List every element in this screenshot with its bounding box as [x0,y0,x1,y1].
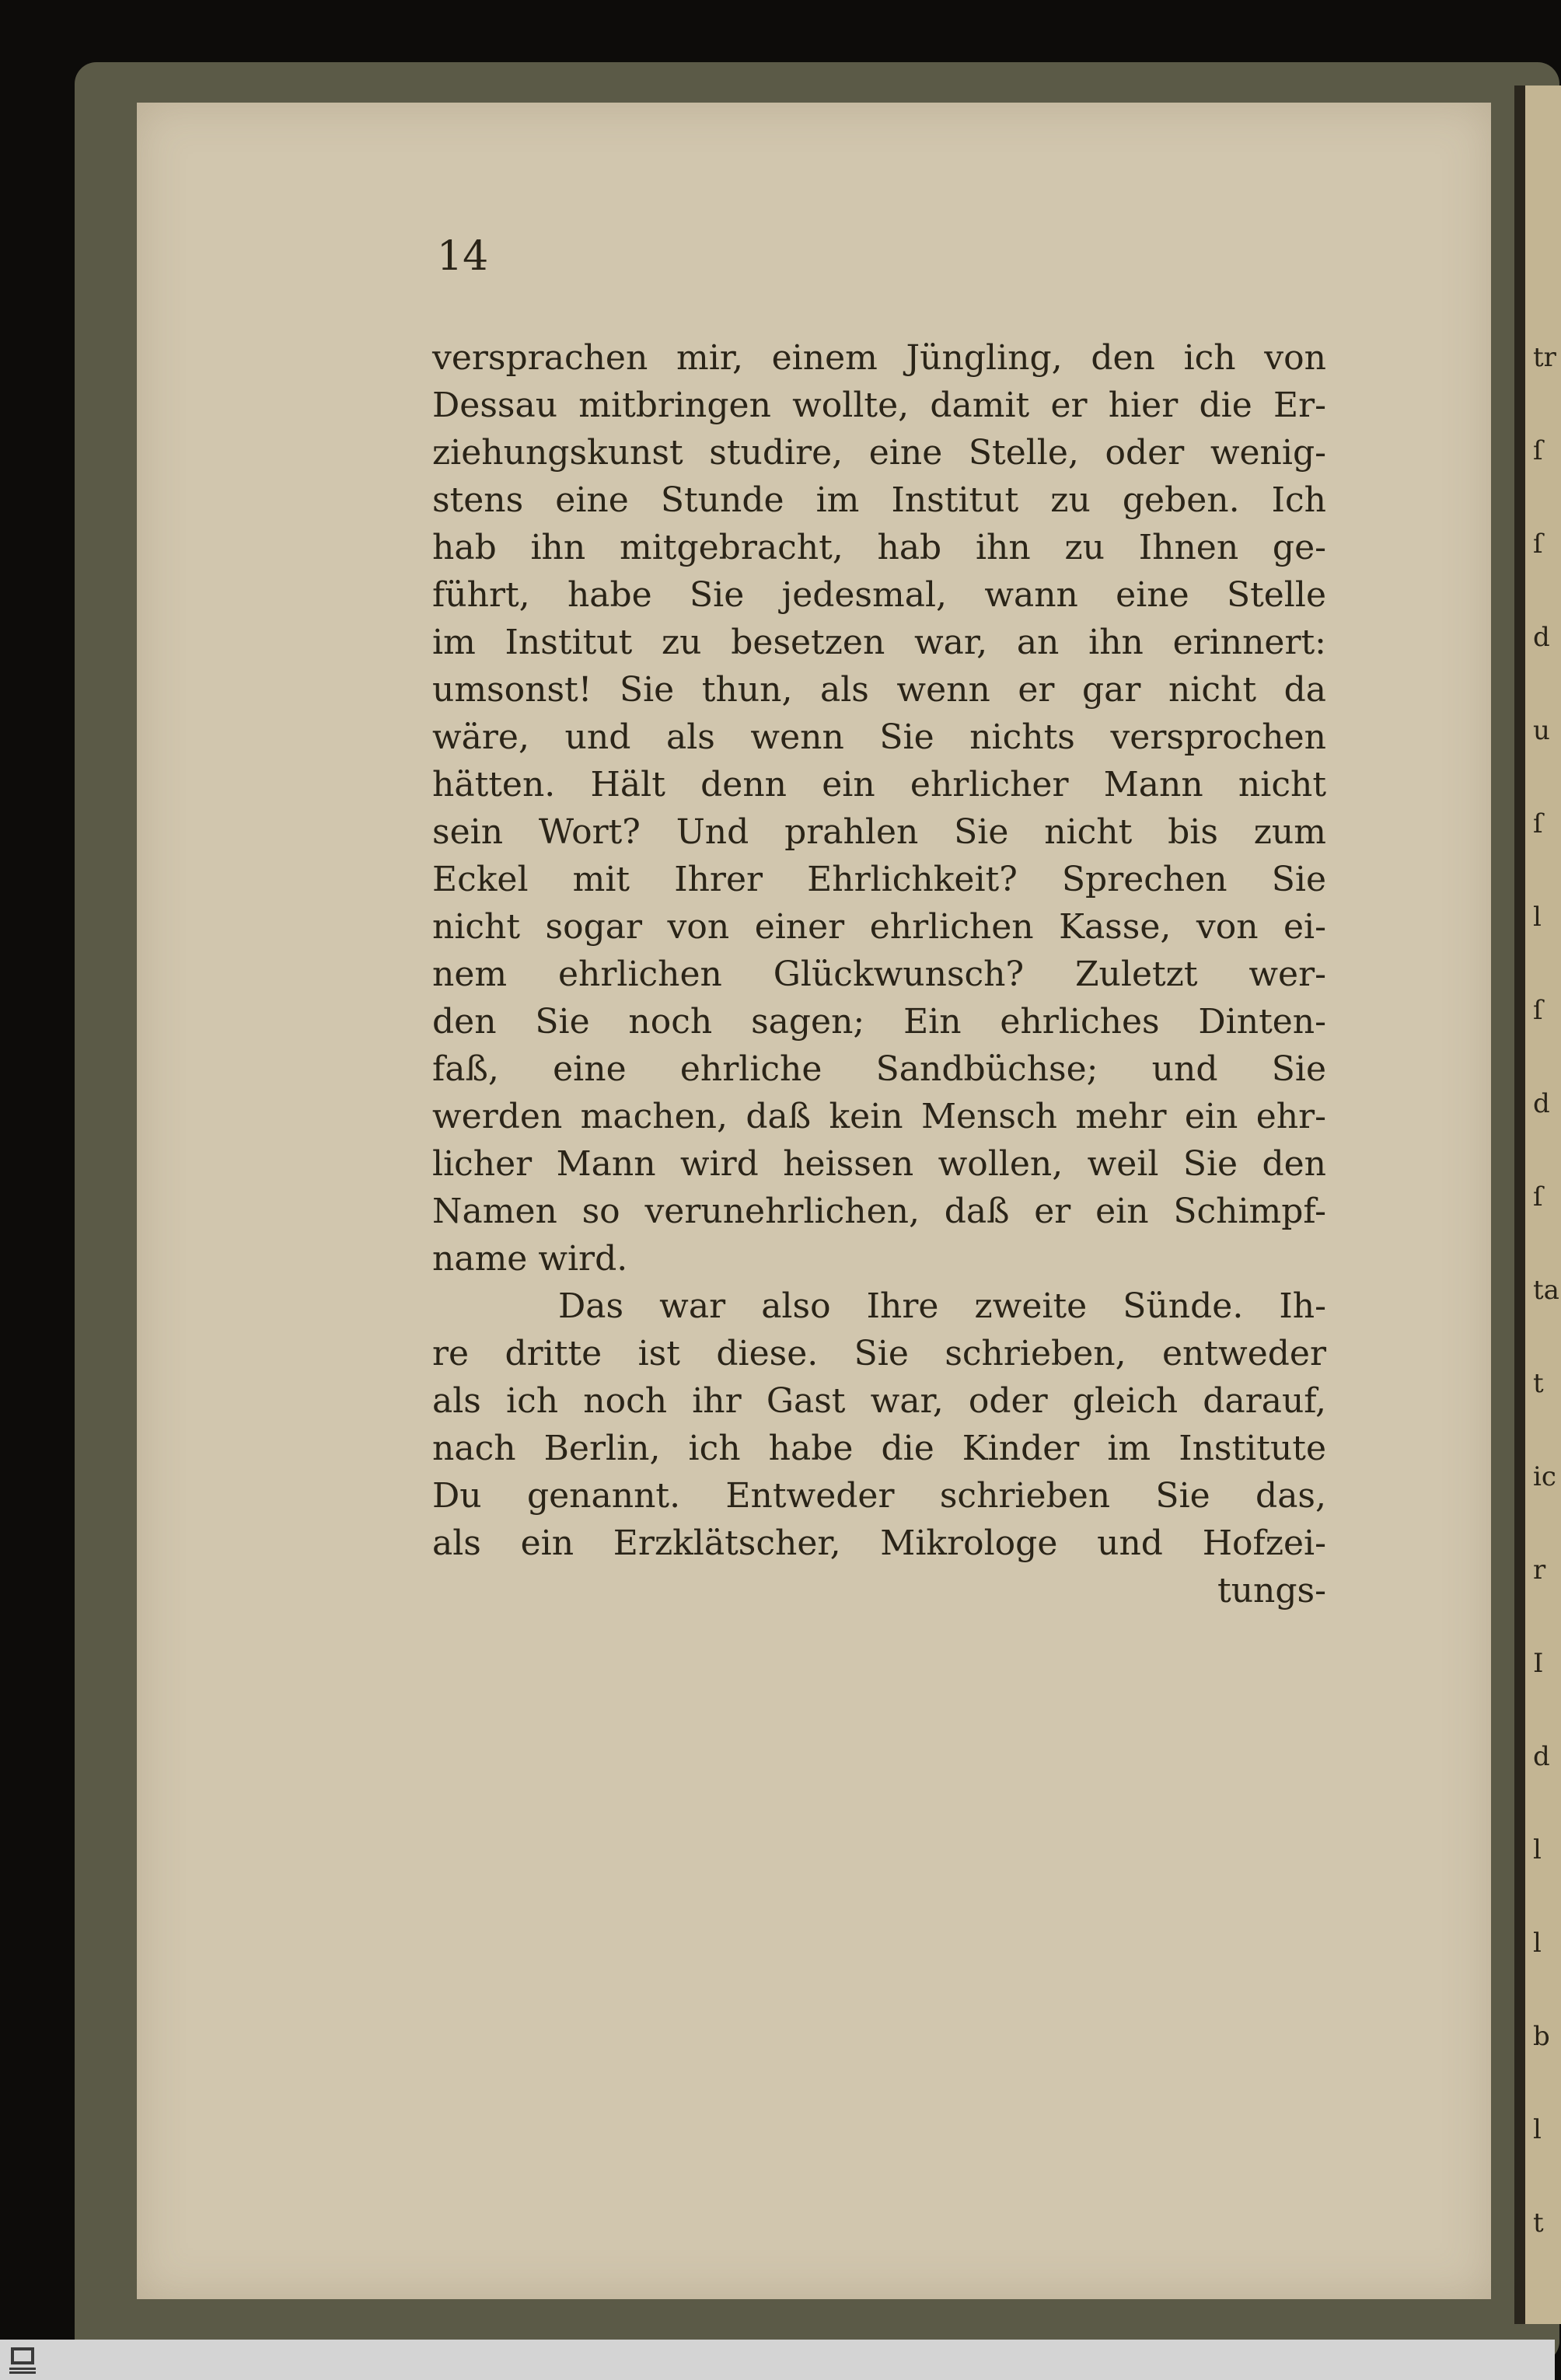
text-line: nem ehrlichen Glückwunsch? Zuletzt wer- [432,954,1326,994]
adjacent-page-fragment: l [1533,1928,1542,1959]
text-line: Du genannt. Entweder schrieben Sie das, [432,1476,1326,1516]
adjacent-page-fragment: d [1533,1741,1550,1772]
text-line: nicht sogar von einer ehrlichen Kasse, von ei- [432,907,1326,947]
text-line: Das war also Ihre zweite Sünde. Ih- [558,1286,1326,1326]
text-line: licher Mann wird heissen wollen, weil Sie den [432,1144,1326,1184]
text-line: re dritte ist diese. Sie schrieben, entweder [432,1334,1326,1373]
adjacent-page-fragment: t [1533,2207,1544,2239]
text-line: nach Berlin, ich habe die Kinder im Institute [432,1429,1326,1468]
adjacent-page-fragment: l [1533,2114,1542,2145]
text-line: ziehungskunst studire, eine Stelle, oder wenig- [432,433,1326,473]
text-line: Dessau mitbringen wollte, damit er hier die Er- [432,386,1326,425]
text-line: den Sie noch sagen; Ein ehrliches Dinten- [432,1002,1326,1042]
adjacent-page-fragment: ſ [1533,995,1543,1026]
page-number: 14 [437,233,489,280]
adjacent-page-fragment: t [1533,1368,1544,1399]
text-line: als ein Erzklätscher, Mikrologe und Hofzei- [432,1523,1326,1563]
text-line: faß, eine ehrliche Sandbüchse; und Sie [432,1049,1326,1089]
adjacent-page-fragment: I [1533,1648,1544,1679]
adjacent-page-fragment: tr [1533,342,1556,373]
text-line: Eckel mit Ihrer Ehrlichkeit? Sprechen Sie [432,860,1326,899]
adjacent-page-fragment: ta [1533,1275,1559,1306]
adjacent-page-fragment: l [1533,902,1542,933]
text-line: Namen so verunehrlichen, daß er ein Schimpf- [432,1192,1326,1231]
adjacent-page-text-fragments [1533,311,1559,2270]
adjacent-page-fragment: d [1533,1088,1550,1119]
text-line: als ich noch ihr Gast war, oder gleich darauf, [432,1381,1326,1421]
adjacent-page-fragment: u [1533,715,1550,746]
text-line: versprachen mir, einem Jüngling, den ich von [432,338,1326,378]
text-line: wäre, und als wenn Sie nichts versprochen [432,717,1326,757]
text-line: name wird. [432,1239,628,1279]
adjacent-page-fragment: l [1533,1834,1542,1865]
adjacent-page-fragment: ſ [1533,808,1543,839]
body-text [432,334,1326,1614]
text-line: stens eine Stunde im Institut zu geben. Ich [432,480,1326,520]
gutter-shadow [1514,85,1525,2324]
adjacent-page-fragment: ſ [1533,435,1543,466]
text-line: im Institut zu besetzen war, an ihn erinnert: [432,623,1326,662]
text-line: hab ihn mitgebracht, hab ihn zu Ihnen ge- [432,528,1326,567]
text-line: umsonst! Sie thun, als wenn er gar nicht da [432,670,1326,710]
catchword: tungs- [1217,1571,1326,1611]
text-line: werden machen, daß kein Mensch mehr ein ehr- [432,1097,1326,1136]
adjacent-page-fragment: ſ [1533,529,1543,560]
adjacent-page-fragment: ſ [1533,1181,1543,1213]
library-logo-icon [6,2344,39,2377]
adjacent-page-fragment: ic [1533,1461,1556,1492]
text-line: sein Wort? Und prahlen Sie nicht bis zum [432,812,1326,852]
adjacent-page-fragment: r [1533,1555,1546,1586]
text-line: führt, habe Sie jedesmal, wann eine Stelle [432,575,1326,615]
text-line: hätten. Hält denn ein ehrlicher Mann nicht [432,765,1326,804]
adjacent-page-fragment: b [1533,2021,1550,2052]
viewer-footer-bar [0,2340,1555,2380]
adjacent-page-fragment: d [1533,622,1550,653]
